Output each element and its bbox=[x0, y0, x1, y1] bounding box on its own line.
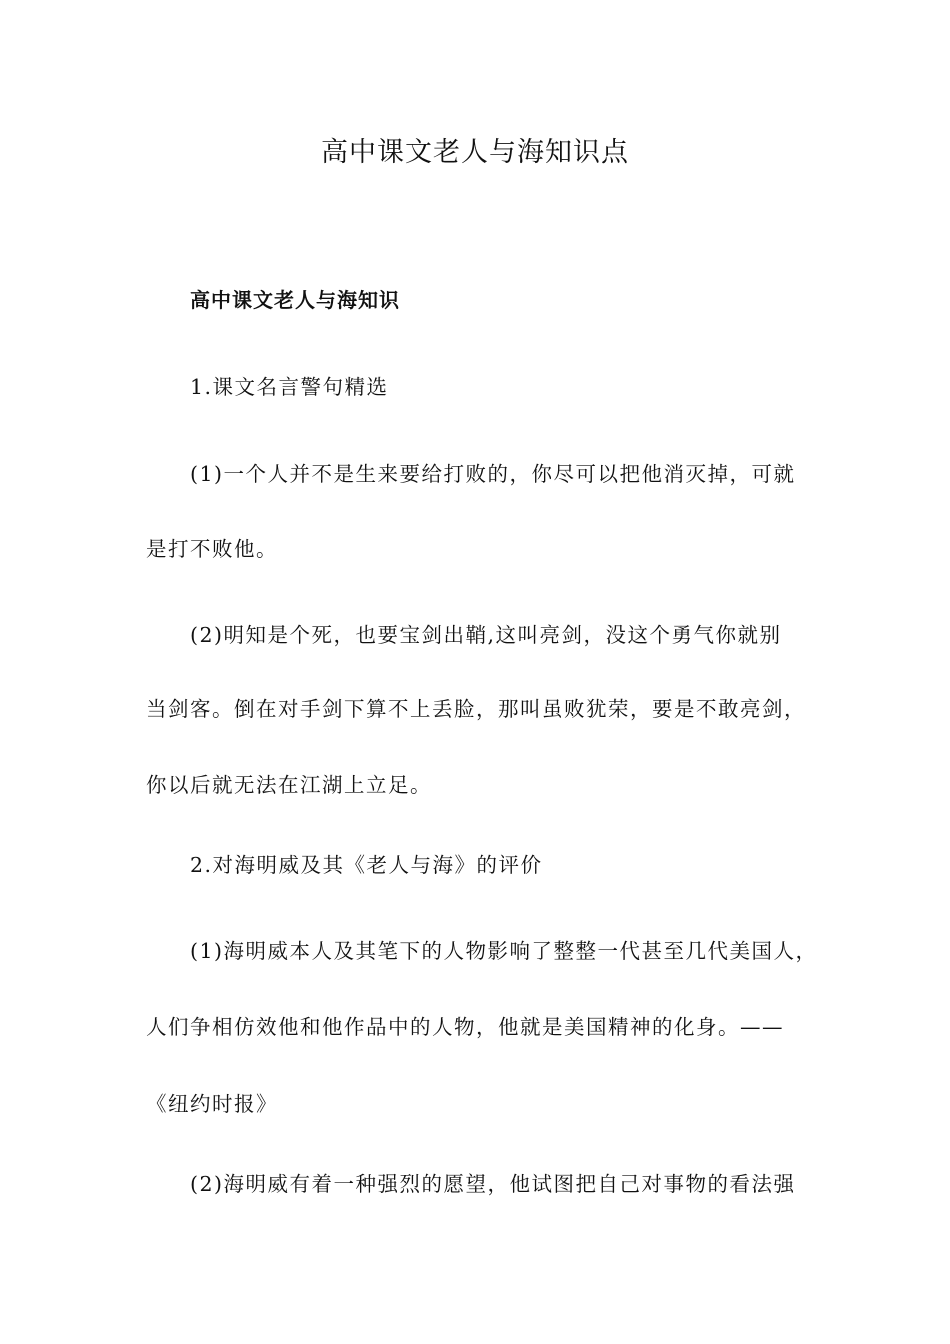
quote1-line2: 是打不败他。 bbox=[146, 537, 278, 561]
page-title: 高中课文老人与海知识点 bbox=[321, 137, 629, 168]
review2-line1: (2)海明威有着一种强烈的愿望，他试图把自己对事物的看法强 bbox=[190, 1172, 796, 1196]
quote2-line3: 你以后就无法在江湖上立足。 bbox=[146, 773, 432, 797]
section1-title: 1.课文名言警句精选 bbox=[190, 375, 389, 399]
review1-line2: 人们争相仿效他和他作品中的人物，他就是美国精神的化身。—— bbox=[146, 1015, 784, 1039]
review1-line3: 《纽约时报》 bbox=[146, 1092, 278, 1116]
quote2-line2: 当剑客。倒在对手剑下算不上丢脸，那叫虽败犹荣，要是不敢亮剑， bbox=[146, 697, 806, 721]
quote2-line1: (2)明知是个死，也要宝剑出鞘,这叫亮剑，没这个勇气你就别 bbox=[190, 623, 782, 647]
section2-title: 2.对海明威及其《老人与海》的评价 bbox=[190, 853, 543, 877]
quote1-line1: (1)一个人并不是生来要给打败的，你尽可以把他消灭掉，可就 bbox=[190, 462, 796, 486]
review1-line1: (1)海明威本人及其笔下的人物影响了整整一代甚至几代美国人， bbox=[190, 939, 818, 963]
section-heading: 高中课文老人与海知识 bbox=[190, 288, 400, 312]
